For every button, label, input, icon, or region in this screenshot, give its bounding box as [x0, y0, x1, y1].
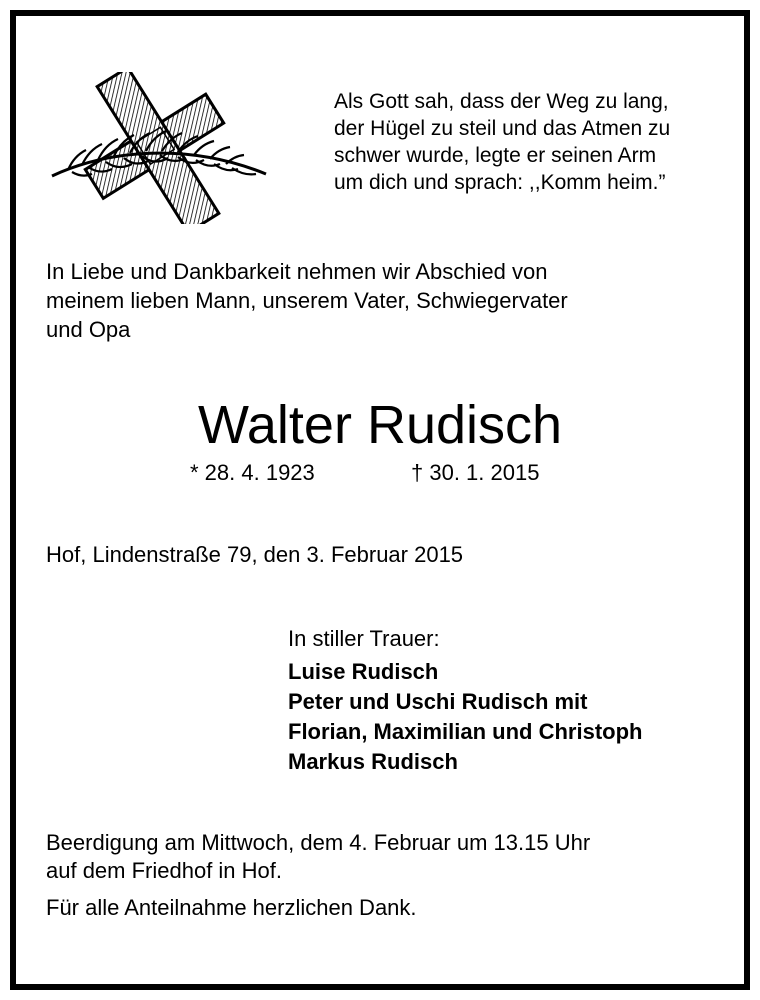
mourners-heading: In stiller Trauer:: [288, 626, 440, 651]
intro-line: meinem lieben Mann, unserem Vater, Schwiegervater: [46, 288, 568, 313]
mourner-name: Florian, Maximilian und Christoph: [288, 719, 643, 744]
poem-line: der Hügel zu steil und das Atmen zu: [334, 117, 671, 140]
intro-line: und Opa: [46, 317, 131, 342]
funeral-line: auf dem Friedhof in Hof.: [46, 858, 283, 883]
mourner-name: Markus Rudisch: [288, 749, 458, 774]
deceased-name: Walter Rudisch: [197, 395, 563, 455]
mourners-block: [288, 624, 738, 777]
poem-line: schwer wurde, legte er seinen Arm: [334, 144, 657, 167]
death-date: † 30. 1. 2015: [411, 460, 540, 485]
thanks-text: Für alle Anteilnahme herzlichen Dank.: [46, 895, 417, 920]
intro-text: [46, 257, 726, 344]
birth-date: * 28. 4. 1923: [190, 460, 315, 485]
funeral-line: Beerdigung am Mittwoch, dem 4. Februar um 13.15 Uhr: [46, 830, 591, 855]
poem-line: um dich und sprach: ,,Komm heim.”: [334, 171, 666, 194]
poem: [334, 88, 734, 196]
cross-with-palm-icon: [48, 72, 270, 224]
mourner-name: Peter und Uschi Rudisch mit: [288, 689, 588, 714]
mourner-name: Luise Rudisch: [288, 659, 439, 684]
funeral-info: [46, 829, 736, 885]
place-and-date: Hof, Lindenstraße 79, den 3. Februar 2015: [46, 542, 464, 567]
intro-line: In Liebe und Dankbarkeit nehmen wir Abschied von: [46, 259, 548, 284]
poem-line: Als Gott sah, dass der Weg zu lang,: [334, 90, 669, 113]
